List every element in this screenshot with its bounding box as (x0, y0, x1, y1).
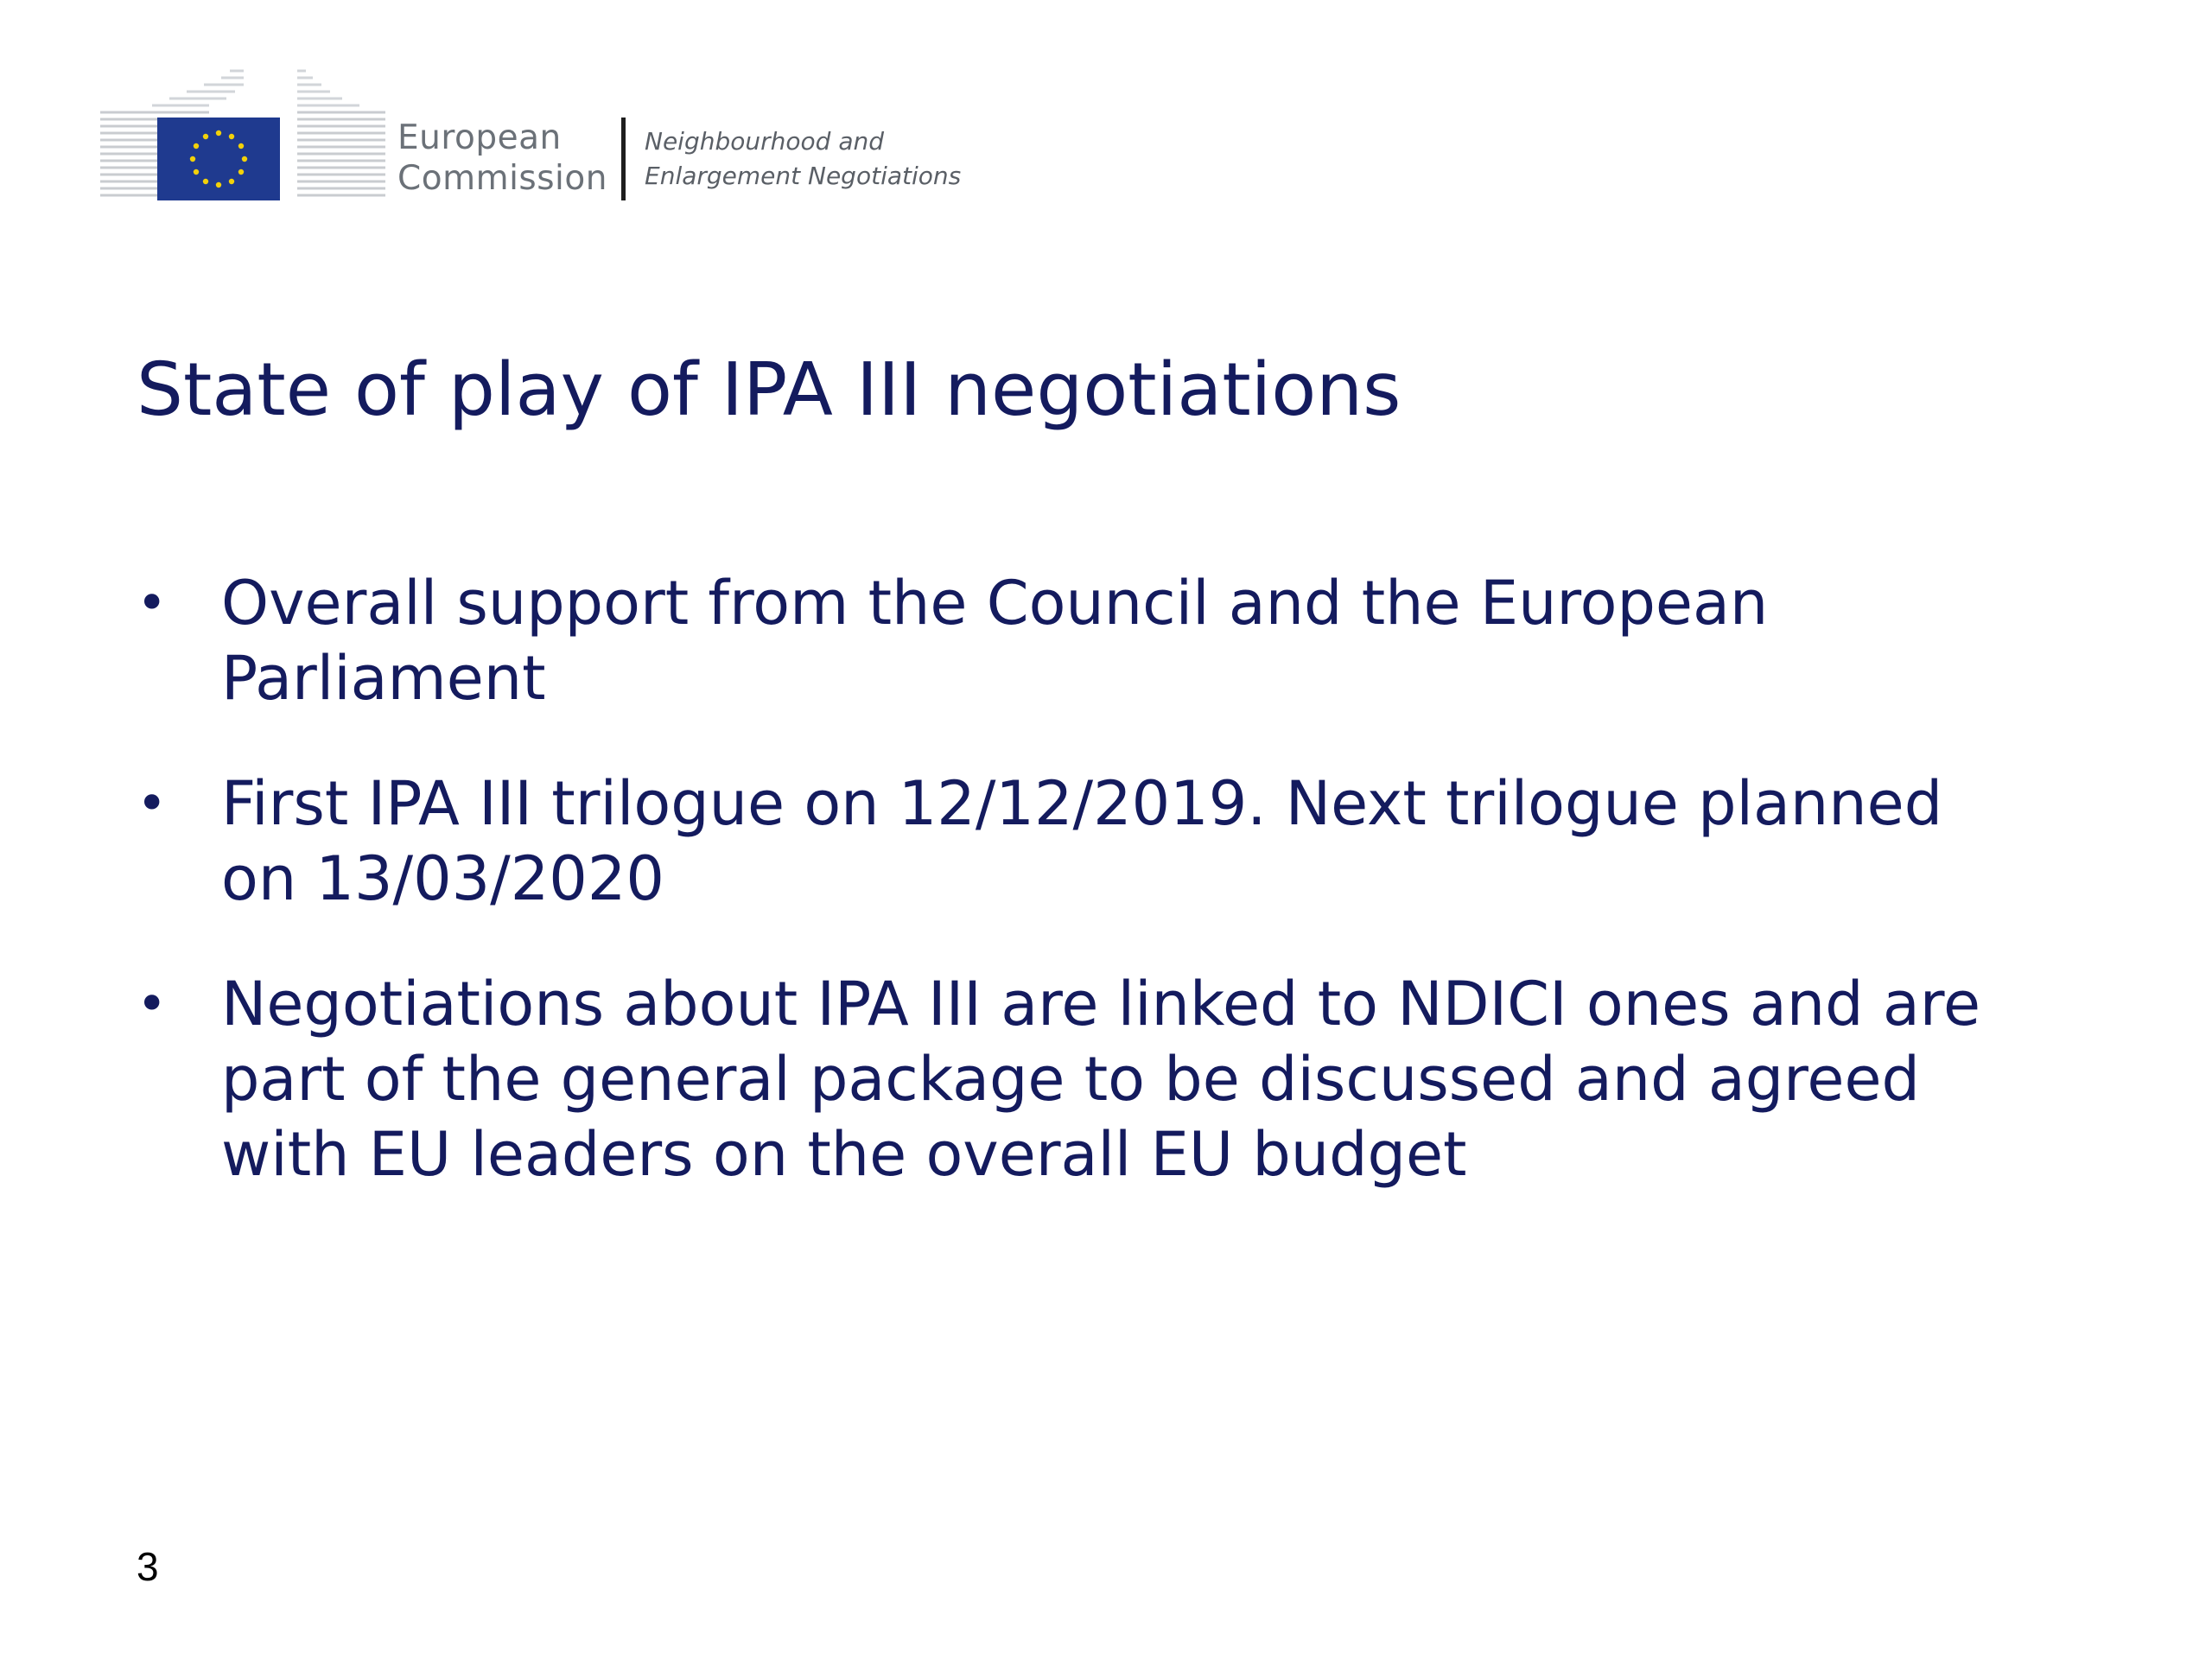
eu-star-icon (216, 182, 221, 188)
eu-star-icon (238, 169, 244, 175)
eu-star-icon (242, 156, 247, 162)
organisation-name-line2: Commission (397, 159, 607, 198)
organisation-name (397, 118, 607, 199)
european-commission-logo (100, 59, 964, 206)
bullet-dot-icon: • (137, 773, 168, 834)
department-name (645, 124, 961, 194)
bullet-text-line: Overall support from the Council and the European (221, 568, 1769, 639)
eu-star-icon (194, 169, 199, 175)
berlaymont-flag-emblem-icon (100, 59, 394, 206)
eu-star-icon (203, 134, 208, 139)
eu-star-icon (229, 134, 234, 139)
eu-star-icon (190, 156, 195, 162)
organisation-name-line1: European (397, 118, 562, 157)
bullet-text-line: First IPA III trilogue on 12/12/2019. Next trilogue planned (221, 768, 1943, 839)
slide-title: State of play of IPA III negotiations (137, 347, 1402, 433)
department-name-line1: Neighbourhood and (645, 127, 884, 156)
bullet-item (137, 967, 2124, 1192)
bullet-item (137, 566, 2124, 716)
logo-divider (621, 118, 626, 200)
eu-star-icon (203, 179, 208, 184)
eu-star-icon (238, 143, 244, 149)
bullet-text-line: Negotiations about IPA III are linked to NDICI ones and are (221, 969, 1981, 1039)
bullet-text-line: Parliament (221, 643, 546, 714)
eu-star-icon (194, 143, 199, 149)
bullet-text-line: part of the general package to be discussed and agreed (221, 1044, 1920, 1115)
bullet-list (137, 566, 2124, 1243)
eu-star-icon (229, 179, 234, 184)
eu-star-icon (216, 130, 221, 136)
bullet-text-line: on 13/03/2020 (221, 843, 664, 914)
bullet-text-line: with EU leaders on the overall EU budget (221, 1119, 1467, 1190)
department-name-line2: Enlargement Negotiations (645, 162, 962, 190)
bullet-dot-icon: • (137, 573, 168, 633)
bullet-item (137, 766, 2124, 917)
page-number: 3 (137, 1544, 159, 1589)
bullet-dot-icon: • (137, 974, 168, 1034)
